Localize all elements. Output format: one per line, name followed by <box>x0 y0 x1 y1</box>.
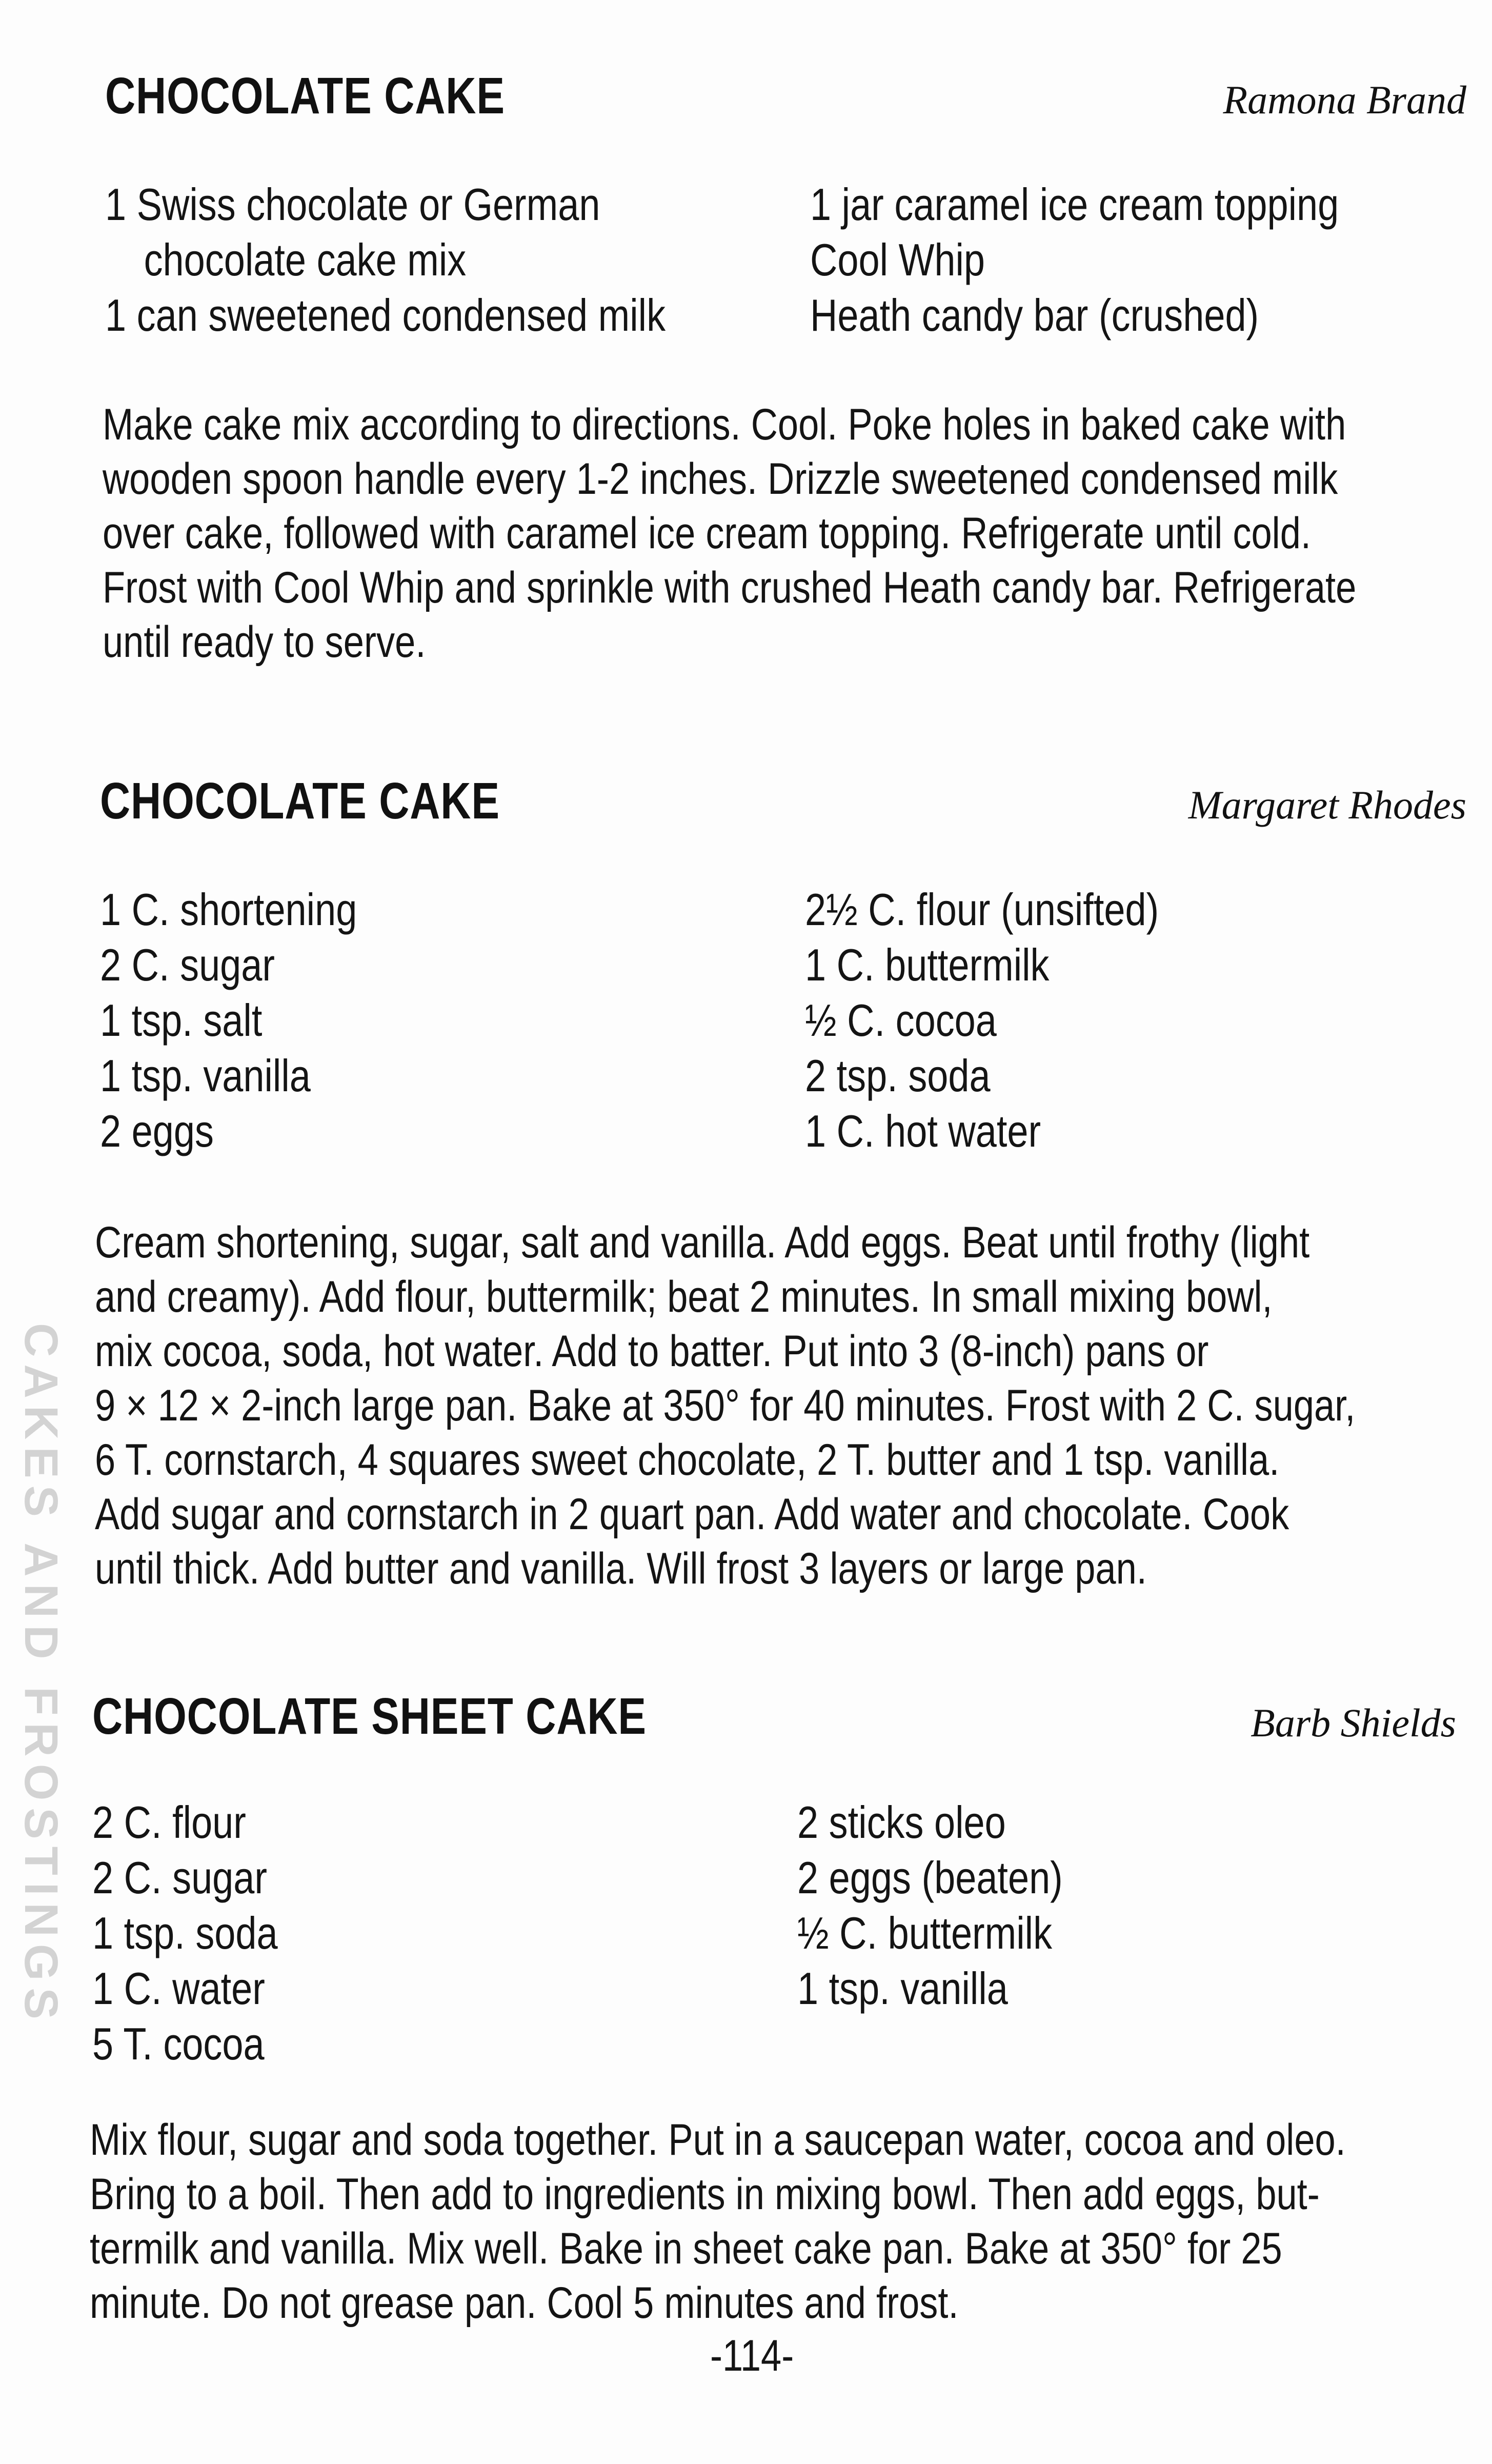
ingredient: chocolate cake mix <box>144 234 467 285</box>
ingredient: 1 C. shortening <box>100 884 357 935</box>
ingredient: 1 tsp. vanilla <box>100 1050 311 1101</box>
direction-line: 6 T. cornstarch, 4 squares sweet chocolate, 2 T. butter and 1 tsp. vanilla. <box>95 1435 1280 1485</box>
ingredient: 1 tsp. vanilla <box>797 1963 1008 2014</box>
page-number: -114- <box>710 2331 794 2380</box>
section-side-tab <box>11 1323 73 2051</box>
recipe-title: CHOCOLATE CAKE <box>100 772 500 830</box>
direction-line: Make cake mix according to directions. Cool. Poke holes in baked cake with <box>103 400 1346 449</box>
ingredients-right <box>805 882 1159 1159</box>
direction-line: Bring to a boil. Then add to ingredients in mixing bowl. Then add eggs, but- <box>90 2170 1320 2219</box>
ingredients-left <box>100 882 357 1159</box>
ingredient: 2½ C. flour (unsifted) <box>805 884 1159 935</box>
recipe-directions <box>90 2113 1492 2330</box>
recipe-directions <box>95 1215 1492 1596</box>
recipe-directions <box>103 397 1492 669</box>
ingredient: 2 C. sugar <box>100 939 275 990</box>
recipe-author: Margaret Rhodes <box>1188 783 1466 827</box>
ingredient: Cool Whip <box>810 234 985 285</box>
ingredient: 2 sticks oleo <box>797 1797 1006 1848</box>
ingredient: 1 C. water <box>92 1963 265 2014</box>
direction-line: Cream shortening, sugar, salt and vanilla. Add eggs. Beat until frothy (light <box>95 1218 1310 1267</box>
ingredient: 1 can sweetened condensed milk <box>105 290 666 340</box>
ingredient: 1 Swiss chocolate or German <box>105 179 600 230</box>
ingredient: 1 tsp. salt <box>100 995 263 1046</box>
ingredient: 1 jar caramel ice cream topping <box>810 179 1339 230</box>
ingredient: 2 C. sugar <box>92 1852 268 1903</box>
recipe-title: CHOCOLATE SHEET CAKE <box>92 1688 647 1745</box>
ingredient: Heath candy bar (crushed) <box>810 290 1259 340</box>
ingredient: 2 eggs (beaten) <box>797 1852 1063 1903</box>
direction-line: until thick. Add butter and vanilla. Will frost 3 layers or large pan. <box>95 1544 1147 1593</box>
ingredient: ½ C. cocoa <box>805 995 997 1046</box>
ingredient: 2 eggs <box>100 1106 214 1156</box>
ingredient: 2 C. flour <box>92 1797 246 1848</box>
ingredients-right <box>797 1795 1063 2016</box>
ingredients-left <box>92 1795 278 2072</box>
ingredient: ½ C. buttermilk <box>797 1908 1053 1958</box>
direction-line: Add sugar and cornstarch in 2 quart pan. Add water and chocolate. Cook <box>95 1490 1289 1539</box>
direction-line: and creamy). Add flour, buttermilk; beat 2 minutes. In small mixing bowl, <box>95 1272 1273 1321</box>
ingredient: 2 tsp. soda <box>805 1050 991 1101</box>
direction-line: 9 × 12 × 2-inch large pan. Bake at 350° for 40 minutes. Frost with 2 C. sugar, <box>95 1381 1356 1430</box>
ingredients-right <box>810 177 1339 343</box>
recipe-author: Barb Shields <box>1251 1700 1456 1745</box>
ingredient: 5 T. cocoa <box>92 2018 265 2069</box>
direction-line: over cake, followed with caramel ice cream topping. Refrigerate until cold. <box>103 509 1311 558</box>
direction-line: minute. Do not grease pan. Cool 5 minutes and frost. <box>90 2278 959 2328</box>
direction-line: Frost with Cool Whip and sprinkle with crushed Heath candy bar. Refrigerate <box>103 563 1357 612</box>
direction-line: Mix flour, sugar and soda together. Put in a saucepan water, cocoa and oleo. <box>90 2115 1346 2165</box>
ingredients-left <box>105 177 666 343</box>
ingredient: 1 C. hot water <box>805 1106 1041 1156</box>
ingredient: 1 C. buttermilk <box>805 939 1050 990</box>
ingredient: 1 tsp. soda <box>92 1908 278 1958</box>
direction-line: mix cocoa, soda, hot water. Add to batter. Put into 3 (8-inch) pans or <box>95 1327 1209 1376</box>
direction-line: termilk and vanilla. Mix well. Bake in sheet cake pan. Bake at 350° for 25 <box>90 2224 1282 2273</box>
direction-line: wooden spoon handle every 1-2 inches. Drizzle sweetened condensed milk <box>103 454 1338 504</box>
recipe-title: CHOCOLATE CAKE <box>105 67 505 125</box>
side-tab-label: CAKES AND FROSTINGS <box>15 1323 67 2027</box>
recipe-author: Ramona Brand <box>1223 77 1466 122</box>
direction-line: until ready to serve. <box>103 617 426 667</box>
